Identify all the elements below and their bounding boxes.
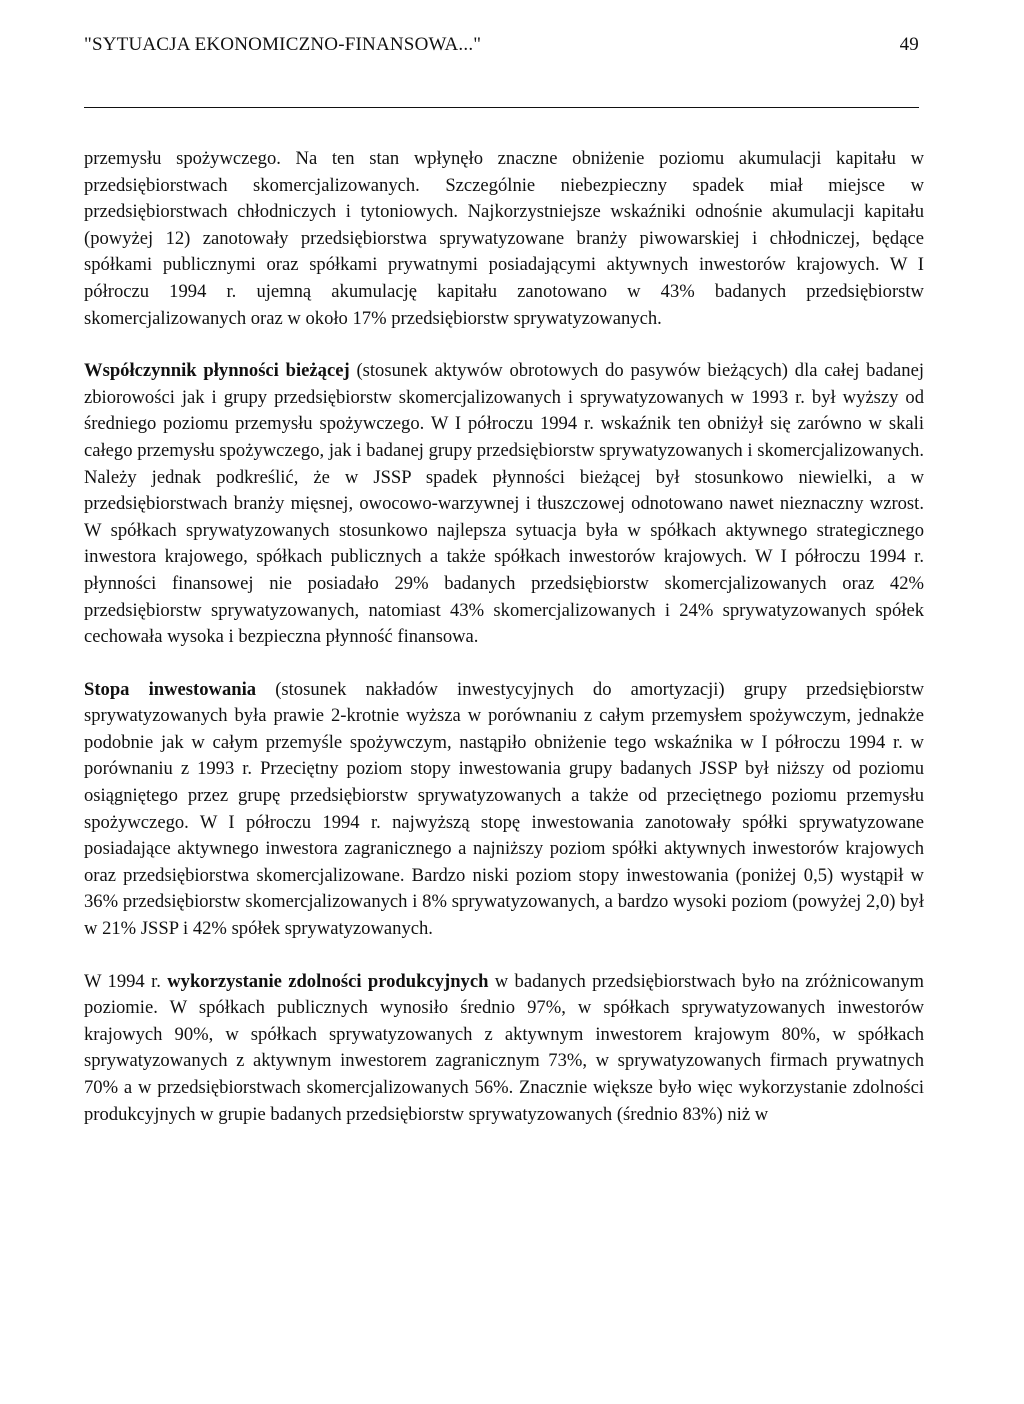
paragraph: [84, 358, 924, 651]
paragraph-text: w badanych przedsiębiorstwach było na zróżnicowanym poziomie. W spółkach publicznych wynosiło średnio 97%, w spółkach sprywatyzowanych inwestorów krajowych 90%, w spółkach sprywatyzowanych z aktywnym inwestorem krajowym 80%, w spółkach sprywatyzowanych z aktywnym inwestorem zagranicznym 73%, w sprywatyzowanych firmach prywatnych 70% a w przedsiębiorstwach skomercjalizowanych 56%. Znacznie większe było więc wykorzystanie zdolności produkcyjnych w grupie badanych przedsiębiorstw sprywatyzowanych (średnio 83%) niż w: [84, 970, 924, 1125]
paragraph: [84, 677, 924, 943]
paragraph: [84, 969, 924, 1129]
body-text: [84, 146, 924, 1128]
paragraph-text: przemysłu spożywczego. Na ten stan wpłynęło znaczne obniżenie poziomu akumulacji kapitału w przedsiębiorstwach skomercjalizowanych. Szczególnie niebezpieczny spadek miał miejsce w przedsiębiorstwach chłodniczych i tytoniowych. Najkorzystniejsze wskaźniki odnośnie akumulacji kapitału (powyżej 12) zanotowały przedsiębiorstwa sprywatyzowane branży piwowarskiej i chłodniczej, będące spółkami publicznymi oraz spółkami prywatnymi posiadającymi aktywnych inwestorów krajowych. W I półroczu 1994 r. ujemną akumulację kapitału zanotowano w 43% badanych przedsiębiorstw skomercjalizowanych oraz w około 17% przedsiębiorstw sprywatyzowanych.: [84, 148, 924, 329]
paragraph-text: (stosunek aktywów obrotowych do pasywów bieżących) dla całej badanej zbiorowości jak i grupy przedsiębiorstw skomercjalizowanych i sprywatyzowanych w 1993 r. był wyższy od średniego poziomu przemysłu spożywczego. W I półroczu 1994 r. wskaźnik ten obniżył się zarówno w skali całego przemysłu spożywczego, jak i badanej grupy przedsiębiorstw sprywatyzowanych i skomercjalizowanych. Należy jednak podkreślić, że w JSSP spadek płynności bieżącej był stosunkowo niewielki, a w przedsiębiorstwach branży mięsnej, owocowo-warzywnej i tłuszczowej odnotowano nawet nieznaczny wzrost. W spółkach sprywatyzowanych stosunkowo najlepsza sytuacja była w spółkach aktywnego strategicznego inwestora krajowego, spółkach publicznych a także spółkach inwestorów krajowych. W I półroczu 1994 r. płynności finansowej nie posiadało 29% badanych przedsiębiorstw skomercjalizowanych oraz 42% przedsiębiorstw sprywatyzowanych, natomiast 43% skomercjalizowanych i 24% sprywatyzowanych spółek cechowała wysoka i bezpieczna płynność finansowa.: [84, 360, 924, 648]
paragraph: [84, 146, 924, 332]
paragraph-text: (stosunek nakładów inwestycyjnych do amortyzacji) grupy przedsiębiorstw sprywatyzowanych była prawie 2-krotnie wyższa w porównaniu z całym przemysłem spożywczym, jednakże podobnie jak w całym przemyśle spożywczym, nastąpiło obniżenie tego wskaźnika w I półroczu 1994 r. w porównaniu z 1993 r. Przeciętny poziom stopy inwestowania grupy badanych JSSP był niższy od poziomu osiągniętego przez grupę przedsiębiorstw sprywatyzowanych a także od przeciętnego poziomu przemysłu spożywczego. W I półroczu 1994 r. najwyższą stopę inwestowania zanotowały spółki sprywatyzowane posiadające aktywnego inwestora zagranicznego a najniższy poziom spółki aktywnych inwestorów krajowych oraz przedsiębiorstwa skomercjalizowane. Bardzo niski poziom stopy inwestowania (poniżej 0,5) wystąpił w 36% przedsiębiorstw skomercjalizowanych i 8% sprywatyzowanych, a bardzo wysoki poziom (powyżej 2,0) był w 21% JSSP i 42% spółek sprywatyzowanych.: [84, 678, 924, 940]
paragraph-lead: W 1994 r.: [84, 970, 168, 992]
bold-term: Współczynnik płynności bieżącej: [84, 360, 350, 382]
page-number: 49: [899, 34, 919, 55]
running-title: "SYTUACJA EKONOMICZNO-FINANSOWA...": [84, 34, 482, 55]
header-rule: [84, 107, 919, 108]
bold-term: wykorzystanie zdolności produkcyjnych: [167, 970, 489, 992]
bold-term: Stopa inwestowania: [84, 678, 257, 700]
